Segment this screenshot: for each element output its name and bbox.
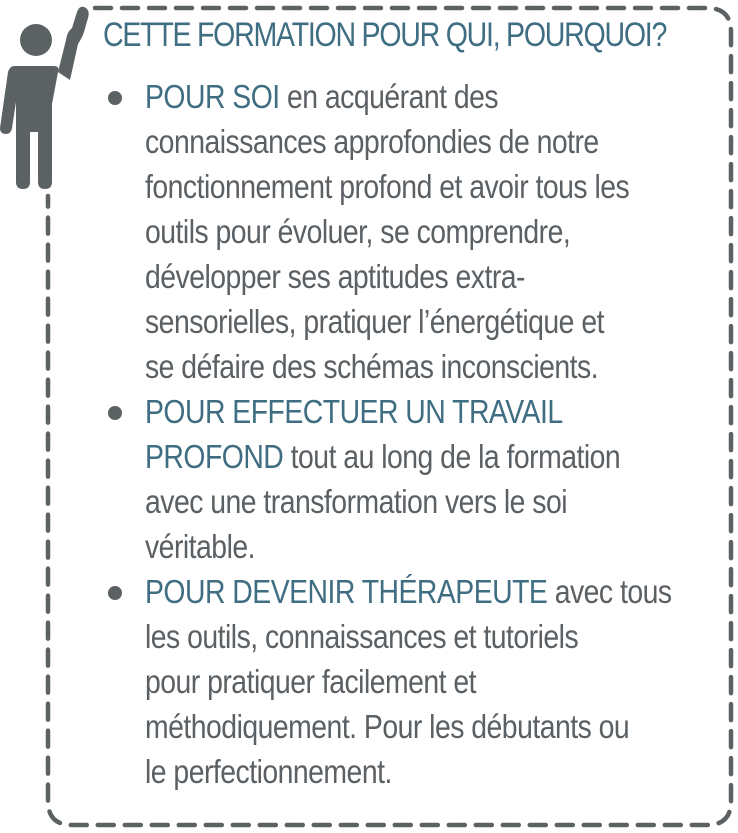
- bullet-icon: [108, 406, 122, 420]
- list-item-devenir-therapeute: [100, 569, 700, 794]
- bullet-icon: [108, 91, 122, 105]
- person-raising-hand-icon: [0, 0, 95, 200]
- list-item-highlight: POUR EFFECTUER UN TRAVAIL PROFOND: [145, 393, 563, 475]
- list-item-body: tout au long de la formation avec une transformation vers le soi véritable.: [145, 438, 621, 565]
- list-item-highlight: POUR SOI: [145, 78, 280, 115]
- list-item-text: [145, 389, 695, 569]
- reasons-list: [100, 74, 700, 794]
- list-item-highlight: POUR DEVENIR THÉRAPEUTE: [145, 573, 548, 610]
- list-item-pour-soi: [100, 74, 700, 389]
- bullet-icon: [108, 586, 122, 600]
- section-title: CETTE FORMATION POUR QUI, POURQUOI?: [103, 16, 667, 54]
- list-item-body: avec tous les outils, connaissances et tutoriels pour pratiquer facilement et méthodiquement. Pour les débutants ou le perfectionnement.: [145, 573, 672, 790]
- list-item-travail-profond: [100, 389, 700, 569]
- list-item-text: [145, 569, 695, 794]
- list-item-text: [145, 74, 695, 389]
- list-item-body: en acquérant des connaissances approfondies de notre fonctionnement profond et avoir tous les outils pour évoluer, se comprendre, développer ses aptitudes extra- sensorielles, pratiquer l’énergétique et se défaire des schémas inconscients.: [145, 78, 630, 385]
